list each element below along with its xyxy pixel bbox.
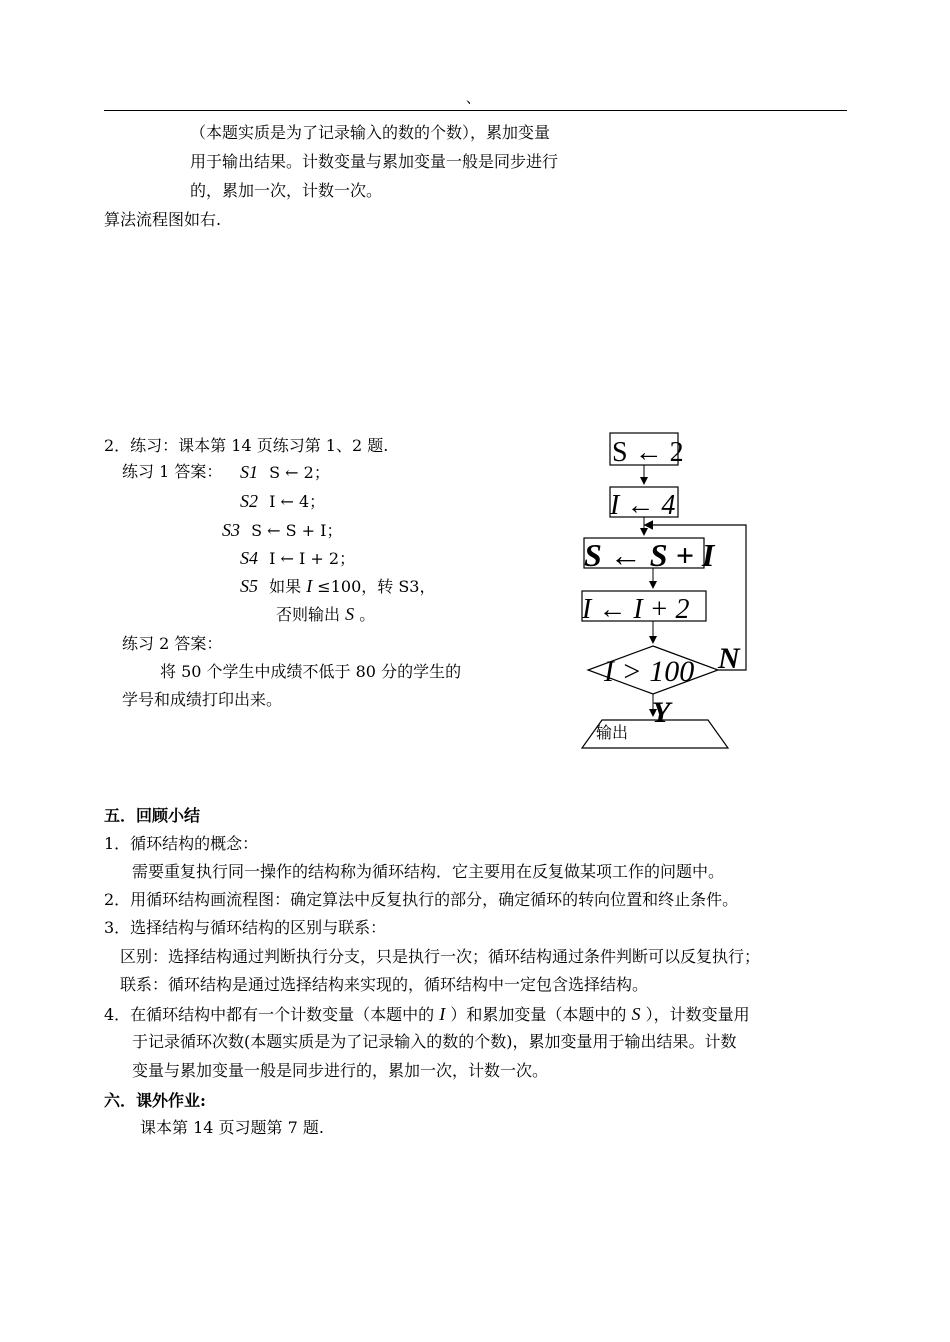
step-4-id: S4	[240, 548, 258, 568]
step-4	[240, 548, 355, 569]
flow-yes-label: Y	[652, 696, 671, 729]
summary-item-3: 3．选择结构与循环结构的区别与联系：	[104, 918, 387, 937]
flowchart	[560, 425, 790, 755]
summary-item-4	[104, 1004, 750, 1025]
step-5-id: S5	[240, 576, 258, 596]
answer2-line-2: 学号和成绩打印出来。	[122, 690, 283, 709]
summary-item-4-line-3: 变量与累加变量一般是同步进行的，累加一次，计数一次。	[132, 1061, 549, 1080]
summary-item-4-line-2: 于记录循环次数(本题实质是为了记录输入的数的个数)，累加变量用于输出结果。计数	[132, 1032, 737, 1051]
answer2-line-1: 将 50 个学生中成绩不低于 80 分的学生的	[160, 662, 462, 681]
item-4-a: 4．在循环结构中都有一个计数变量（本题中的	[104, 1005, 435, 1024]
flow-box-2-text: I ← 4	[610, 490, 676, 521]
summary-item-1: 1．循环结构的概念：	[104, 834, 259, 853]
item-4-var-1: I	[439, 1004, 446, 1024]
intro-line-4: 算法流程图如右.	[104, 210, 222, 229]
summary-item-2: 2．用循环结构画流程图：确定算法中反复执行的部分，确定循环的转向位置和终止条件。	[104, 890, 739, 909]
header-rule	[104, 110, 847, 111]
else-end: 。	[359, 605, 376, 624]
summary-item-1-text: 需要重复执行同一操作的结构称为循环结构．它主要用在反复做某项工作的问题中。	[132, 862, 725, 881]
item-4-c: ），计数变量用	[645, 1005, 750, 1024]
else-text: 否则输出	[276, 605, 341, 624]
step-3-expr: S ← S + I；	[251, 521, 343, 540]
answer2-label: 练习 2 答案：	[122, 634, 223, 653]
step-5-var: I	[306, 576, 313, 596]
answer1-label: 练习 1 答案：	[122, 462, 223, 481]
step-2	[240, 491, 325, 512]
step-3-id: S3	[222, 520, 240, 540]
homework-text: 课本第 14 页习题第 7 题.	[140, 1118, 324, 1137]
step-4-expr: I ← I + 2；	[269, 549, 356, 568]
step-3	[222, 520, 343, 541]
step-2-expr: I ← 4；	[269, 492, 326, 511]
flow-output-text: 输出	[596, 725, 629, 742]
summary-heading: 五．回顾小结	[104, 806, 201, 825]
flow-box-3-text: S ← S + I	[584, 537, 715, 573]
step-2-id: S2	[240, 491, 258, 511]
step-1	[240, 462, 330, 483]
flow-box-4-text: I ← I + 2	[582, 594, 690, 625]
step-5-goto: S3，	[398, 577, 436, 596]
step-1-expr: S ← 2；	[269, 463, 330, 482]
flow-decision-text: I > 100	[604, 655, 695, 688]
step-1-id: S1	[240, 462, 258, 482]
summary-item-3-link: 联系：循环结构是通过选择结构来实现的，循环结构中一定包含选择结构。	[120, 975, 649, 994]
exercise-title: 2．练习：课本第 14 页练习第 1、2 题.	[104, 436, 389, 455]
else-var: S	[345, 604, 355, 624]
step-5	[240, 576, 436, 597]
intro-line-1: （本题实质是为了记录输入的数的个数），累加变量	[190, 123, 551, 142]
step-5-if: 如果	[269, 577, 302, 596]
step-5-else	[276, 604, 375, 625]
flow-no-label: N	[718, 642, 740, 675]
flow-box-1-text: S ← 2	[612, 437, 684, 468]
intro-line-2: 用于输出结果。计数变量与累加变量一般是同步进行	[190, 152, 559, 171]
intro-line-3: 的，累加一次，计数一次。	[190, 181, 383, 200]
step-5-cond: ≤100，转	[317, 577, 394, 596]
header-mark: 、	[466, 91, 480, 107]
summary-item-3-diff: 区别：选择结构通过判断执行分支，只是执行一次；循环结构通过条件判断可以反复执行；	[120, 947, 761, 966]
homework-heading: 六．课外作业:	[104, 1091, 206, 1110]
item-4-var-2: S	[631, 1004, 641, 1024]
item-4-b: ）和累加变量（本题中的	[450, 1005, 627, 1024]
